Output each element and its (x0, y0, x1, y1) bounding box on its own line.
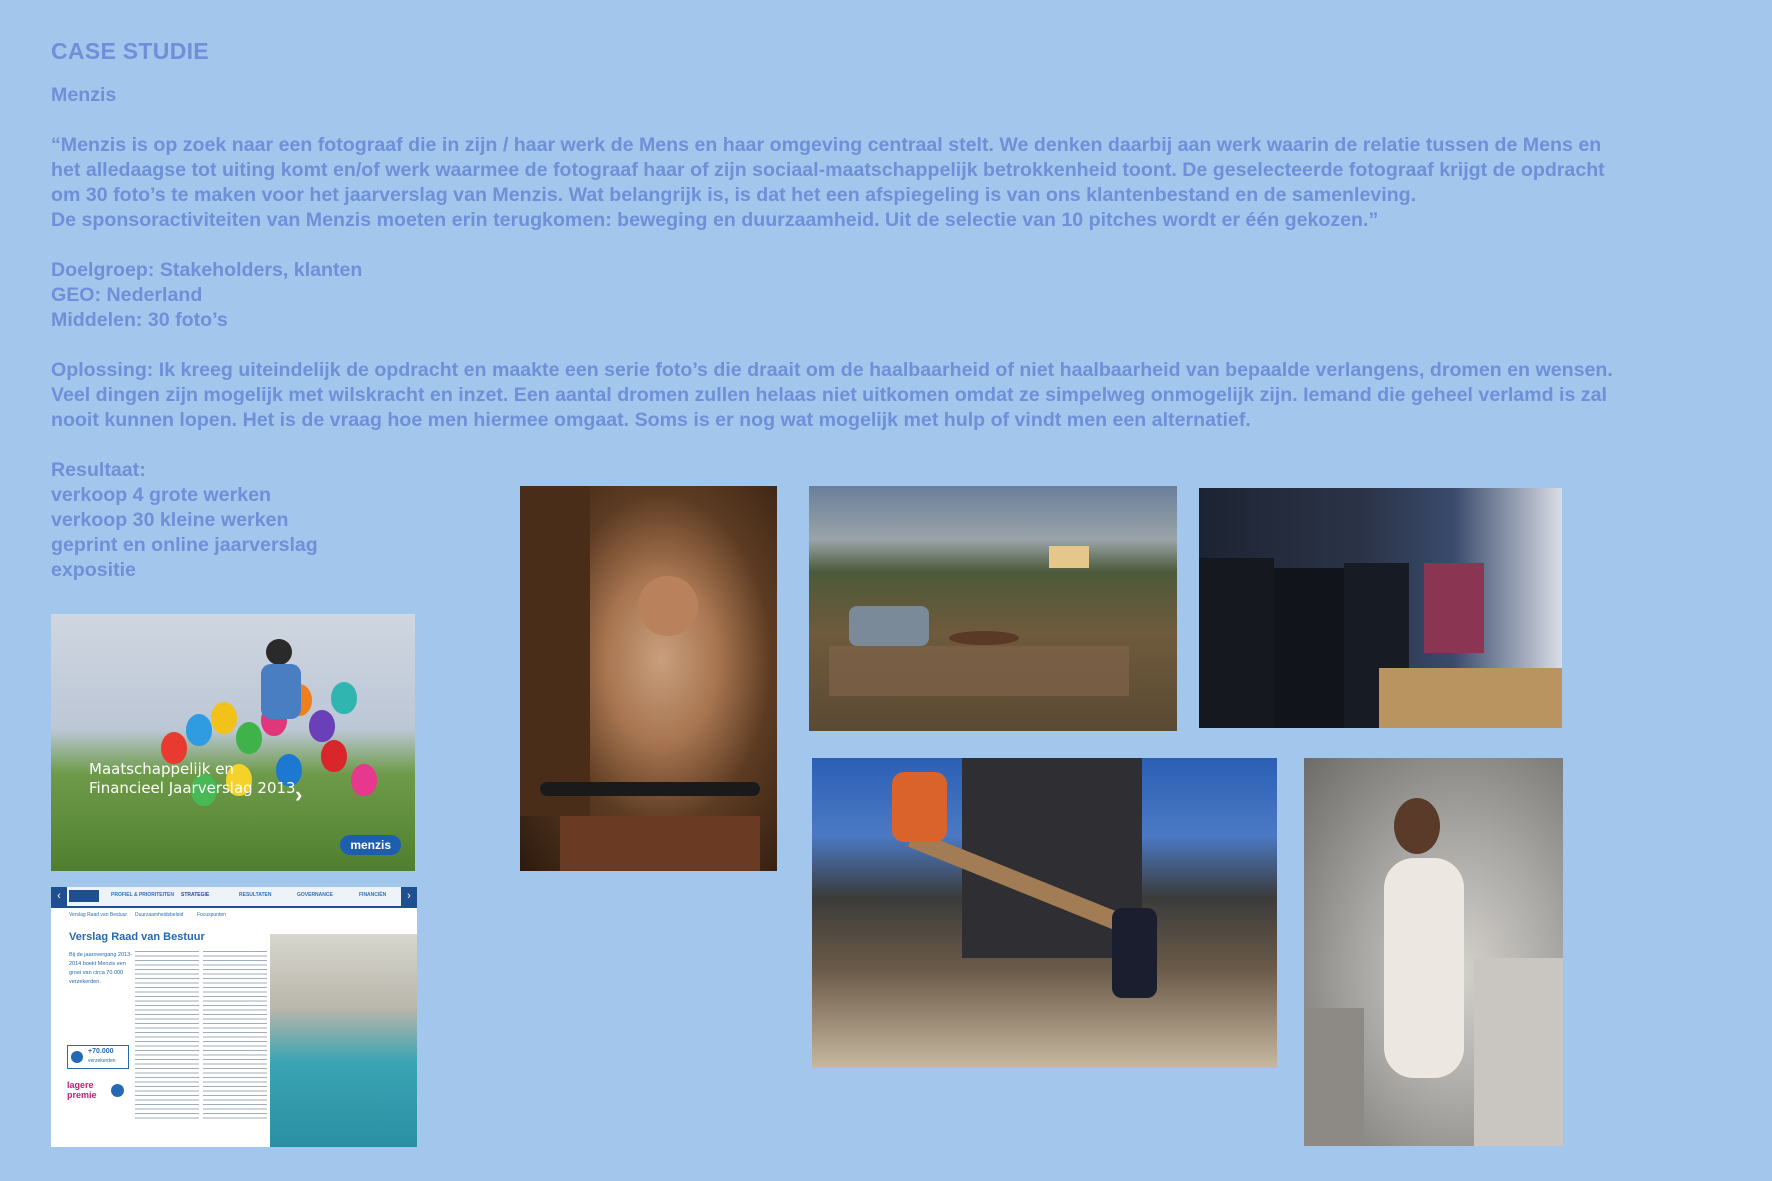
balloon (236, 722, 262, 754)
dresser (1474, 958, 1563, 1146)
photo-playground-seesaw (812, 758, 1277, 1068)
solution-line: Oplossing: Ik kreeg uiteindelijk de opdracht en maakte een serie foto’s die draait om de haalbaarheid of niet haalbaarheid van bepaalde verlangens, dromen en wensen. (51, 359, 1613, 381)
balloon (351, 764, 377, 796)
photo-pregnant-woman (1304, 758, 1563, 1146)
lamp (1049, 546, 1089, 568)
businessman-figure (1274, 568, 1344, 728)
chevron-down-icon (111, 1084, 124, 1097)
chevron-right-icon: › (295, 782, 303, 807)
report-title: Verslag Raad van Bestuur (69, 931, 205, 943)
sofa (849, 606, 929, 646)
crib (1304, 1008, 1364, 1146)
solution-text (51, 358, 1731, 433)
stat-box (67, 1045, 129, 1069)
online-report-screenshot (51, 887, 417, 1147)
tab-governance: GOVERNANCE (297, 892, 333, 898)
barbell (540, 782, 760, 796)
premium-line: premie (67, 1090, 97, 1100)
photo-living-room-in-heath (809, 486, 1177, 731)
report-photo (270, 934, 417, 1147)
subtab-focuspunten: Focuspunten (197, 912, 226, 918)
rug (560, 816, 760, 871)
woman-figure (266, 639, 292, 665)
premium-note (67, 1080, 127, 1120)
girl-figure (1112, 908, 1157, 998)
stat-label: verzekerden (88, 1058, 116, 1064)
stat-value: +70.000 (88, 1048, 114, 1055)
quote-line: “Menzis is op zoek naar een fotograaf die in zijn / haar werk de Mens en haar omgeving centraal stelt. We denken daarbij aan werk waarin de relatie tussen de Mens en (51, 134, 1602, 156)
woman-figure (1394, 798, 1440, 854)
quote-line: het alledaagse tot uiting komt en/of werk waarmee de fotograaf haar of zijn sociaal-maatschappelijk betrokkenheid toont. De geselecteerde fotograaf krijgt de opdracht (51, 159, 1605, 181)
result-item: expositie (51, 559, 136, 581)
chevron-right-icon: › (401, 887, 417, 906)
cover-title-line: Maatschappelijk en (89, 760, 234, 778)
photo-boardroom-child (1199, 488, 1562, 728)
report-column (203, 951, 267, 1121)
result-title: Resultaat: (51, 459, 146, 481)
woman-figure (1384, 858, 1464, 1078)
solution-line: nooit kunnen lopen. Het is de vraag hoe men hiermee omgaat. Soms is er nog wat mogelijk met hulp of vindt men een alternatief. (51, 409, 1251, 431)
report-column (135, 951, 199, 1121)
tab-financien: FINANCIËN (359, 892, 387, 898)
balloon (331, 682, 357, 714)
project-details (51, 258, 1731, 333)
report-intro: Bij de jaarovergang 2013-2014 boekt Menzis een groei van circa 70.000 verzekerden. (69, 952, 132, 985)
tab-strategie: STRATEGIE (181, 892, 210, 898)
subtab-duurzaamheid: Duurzaamheidsbeleid (135, 912, 184, 918)
menu-icon (69, 890, 99, 902)
result-item: verkoop 30 kleine werken (51, 509, 289, 531)
tab-profiel: PROFIEL & PRIORITEITEN (111, 892, 174, 898)
cover-title-line: Financieel Jaarverslag 2013 (89, 779, 296, 797)
brief-quote (51, 133, 1731, 233)
conference-table (1379, 668, 1562, 728)
page-title: CASE STUDIE (51, 38, 209, 64)
balloon (321, 740, 347, 772)
photo-weightlifter (520, 486, 777, 871)
chevron-left-icon: ‹ (51, 887, 67, 906)
report-nav (51, 887, 417, 908)
premium-line: lagere (67, 1080, 94, 1090)
subtab-verslag: Verslag Raad van Bestuur (69, 912, 128, 918)
client-name: Menzis (51, 84, 117, 106)
woman-figure (261, 664, 301, 719)
rug (829, 646, 1129, 696)
solution-line: Veel dingen zijn mogelijk met wilskracht en inzet. Een aantal dromen zullen helaas niet uitkomen omdat ze simpelweg onmogelijk zijn. Iemand die geheel verlamd is zal (51, 384, 1607, 406)
child-figure (1424, 563, 1484, 653)
quote-line: om 30 foto’s te maken voor het jaarverslag van Menzis. Wat belangrijk is, is dat het een afspiegeling is van ons klantenbestand en de samenleving. (51, 184, 1417, 206)
geo: GEO: Nederland (51, 284, 203, 306)
info-icon (71, 1051, 83, 1063)
means: Middelen: 30 foto’s (51, 309, 228, 331)
target-group: Doelgroep: Stakeholders, klanten (51, 259, 363, 281)
menzis-logo: menzis (340, 835, 401, 855)
wooden-cabinet (520, 486, 590, 816)
annual-report-cover (51, 614, 415, 871)
coffee-table (949, 631, 1019, 645)
balloon (309, 710, 335, 742)
cover-title (89, 760, 296, 798)
quote-line: De sponsoractiviteiten van Menzis moeten erin terugkomen: beweging en duurzaamheid. Uit de selectie van 10 pitches wordt er één gekozen.” (51, 209, 1379, 231)
tab-resultaten: RESULTATEN (239, 892, 272, 898)
result-item: geprint en online jaarverslag (51, 534, 318, 556)
man-figure (638, 576, 698, 636)
adult-figure (892, 772, 947, 842)
businessman-figure (1199, 558, 1274, 728)
result-item: verkoop 4 grote werken (51, 484, 271, 506)
balloon (211, 702, 237, 734)
balloon (186, 714, 212, 746)
